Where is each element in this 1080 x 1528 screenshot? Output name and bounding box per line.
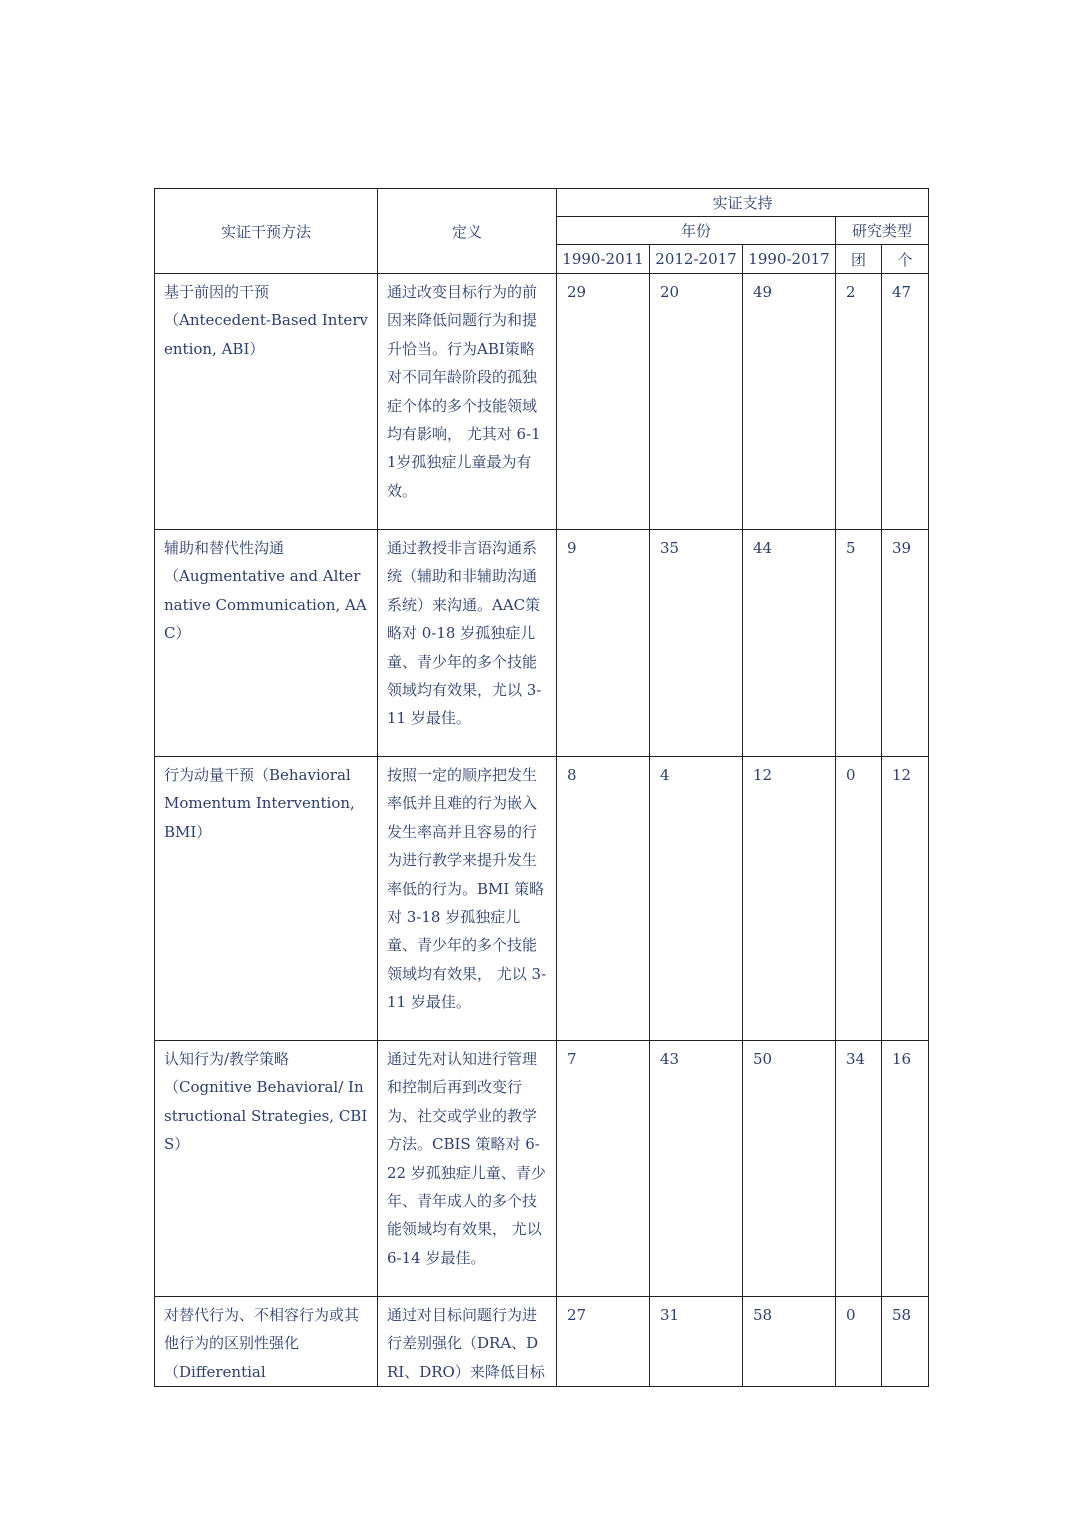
value-group: 5 xyxy=(846,539,856,557)
value-1990-2017: 58 xyxy=(753,1306,773,1324)
value-1990-2017: 49 xyxy=(753,283,773,301)
value-2012-2017: 4 xyxy=(660,766,670,784)
value-2012-2017: 20 xyxy=(660,283,680,301)
value-1990-2011: 8 xyxy=(567,766,577,784)
header-years: 年份 xyxy=(557,217,836,245)
method-cell: 基于前因的干预 （Antecedent-Based Intervention, ABI） xyxy=(164,283,368,358)
value-2012-2017: 31 xyxy=(660,1306,680,1324)
value-group: 0 xyxy=(846,1306,856,1324)
table-row xyxy=(155,274,929,530)
value-group: 34 xyxy=(846,1050,866,1068)
definition-cell: 通过对目标问题行为进行差别强化（DRA、DRI、DRO）来降低目标 xyxy=(387,1306,545,1381)
definition-cell: 按照一定的顺序把发生率低并且难的行为嵌入发生率高并且容易的行为进行教学来提升发生率低的行为。BMI 策略对 3-18 岁孤独症儿童、青少年的多个技能领域均有效果， 尤以 3-11 岁最佳。 xyxy=(387,766,547,1012)
table-row xyxy=(155,1041,929,1297)
value-individual: 16 xyxy=(892,1050,912,1068)
header-study-type: 研究类型 xyxy=(836,217,929,245)
method-cell: 行为动量干预（Behavioral Momentum Intervention, BMI） xyxy=(164,766,355,841)
value-2012-2017: 35 xyxy=(660,539,680,557)
value-2012-2017: 43 xyxy=(660,1050,680,1068)
header-method: 实证干预方法 xyxy=(155,189,378,274)
header-group: 团 xyxy=(836,245,882,274)
value-1990-2017: 44 xyxy=(753,539,773,557)
header-year-1990-2011: 1990-2011 xyxy=(557,245,650,274)
method-cell: 认知行为/教学策略 （Cognitive Behavioral/ Instructional Strategies, CBIS） xyxy=(164,1050,368,1154)
value-1990-2011: 29 xyxy=(567,283,587,301)
value-1990-2011: 9 xyxy=(567,539,577,557)
header-individual: 个 xyxy=(882,245,929,274)
header-year-1990-2017: 1990-2017 xyxy=(743,245,836,274)
value-group: 0 xyxy=(846,766,856,784)
table-row xyxy=(155,757,929,1041)
value-1990-2011: 27 xyxy=(567,1306,587,1324)
value-individual: 39 xyxy=(892,539,912,557)
value-1990-2011: 7 xyxy=(567,1050,577,1068)
value-1990-2017: 12 xyxy=(753,766,773,784)
value-group: 2 xyxy=(846,283,856,301)
value-individual: 47 xyxy=(892,283,912,301)
method-cell: 辅助和替代性沟通 （Augmentative and Alternative Communication, AAC） xyxy=(164,539,367,643)
definition-cell: 通过先对认知进行管理和控制后再到改变行为、社交或学业的教学方法。CBIS 策略对 6-22 岁孤独症儿童、青少年、青年成人的多个技能领域均有效果， 尤以 6-14 岁最佳。 xyxy=(387,1050,546,1267)
value-individual: 12 xyxy=(892,766,912,784)
method-cell: 对替代行为、不相容行为或其他行为的区别性强化 （Differential xyxy=(164,1306,360,1381)
evidence-table xyxy=(154,188,929,1387)
table-row xyxy=(155,1297,929,1387)
value-individual: 58 xyxy=(892,1306,912,1324)
definition-cell: 通过教授非言语沟通系统（辅助和非辅助沟通系统）来沟通。AAC策略对 0-18 岁孤独症儿童、青少年的多个技能领域均有效果，尤以 3-11 岁最佳。 xyxy=(387,539,542,728)
table-row xyxy=(155,530,929,757)
header-year-2012-2017: 2012-2017 xyxy=(650,245,743,274)
definition-cell: 通过改变目标行为的前因来降低问题行为和提升恰当。行为ABI策略对不同年龄阶段的孤独症个体的多个技能领域均有影响， 尤其对 6-11岁孤独症儿童最为有效。 xyxy=(387,283,541,500)
value-1990-2017: 50 xyxy=(753,1050,773,1068)
header-evidence: 实证支持 xyxy=(557,189,929,217)
header-definition: 定义 xyxy=(378,189,557,274)
